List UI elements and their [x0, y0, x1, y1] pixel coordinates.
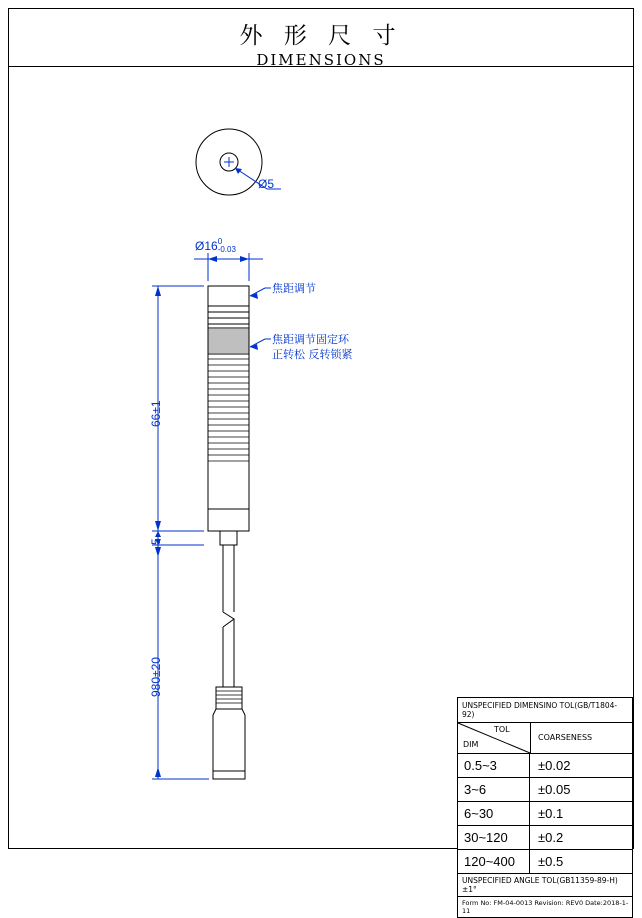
dim-cable-length: 980±20 [149, 657, 163, 697]
tol-range: 30~120 [458, 826, 530, 849]
tol-value: ±0.5 [538, 854, 564, 869]
dim-body-length: 66±1 [149, 400, 163, 427]
form-revision-note: Form No: FM-04-0013 Revision: REV0 Date:2018-1-11 [462, 899, 629, 915]
tol-value: ±0.2 [538, 830, 564, 845]
page-title-en: DIMENSIONS [256, 51, 386, 69]
table-row [458, 850, 632, 874]
tolerance-table-header: UNSPECIFIED DIMENSINO TOL(GB/T1804-92) [458, 698, 632, 723]
tol-range: 6~30 [458, 802, 530, 825]
tol-value: ±0.1 [538, 806, 564, 821]
connector-ferrule [216, 687, 242, 709]
dim-body-diameter-tol-upper: 0 [217, 237, 223, 246]
table-row [458, 826, 632, 850]
table-row [458, 778, 632, 802]
tol-range: 3~6 [458, 778, 530, 801]
dim-body-diameter-value: Ø16 [195, 239, 218, 254]
tol-value: ±0.02 [538, 758, 571, 773]
cable-strain-relief [220, 531, 237, 545]
body-top-cap [208, 286, 249, 306]
tol-value: ±0.05 [538, 782, 571, 797]
tol-range: 120~400 [458, 850, 530, 873]
angle-tolerance-note: UNSPECIFIED ANGLE TOL(GB11359-89-H) ±1° [458, 874, 632, 897]
tolerance-table-subheader [458, 723, 632, 754]
tol-range: 0.5~3 [458, 754, 530, 777]
tolerance-table [457, 697, 633, 918]
dim-body-diameter [195, 239, 236, 255]
note-lock-ring-line1: 焦距调节固定环 [272, 333, 349, 346]
dim-front-diameter: Ø5 [258, 177, 275, 191]
body-section-1 [208, 306, 249, 328]
dim-gap-5: 5 [149, 538, 163, 545]
title-block [9, 9, 633, 67]
note-lock-ring-line2: 正转松 反转锁紧 [272, 348, 353, 361]
table-row [458, 754, 632, 778]
dim-body-diameter-tol-lower: -0.03 [217, 245, 236, 254]
body-tail [208, 509, 249, 531]
table-row [458, 802, 632, 826]
page-title-cn: 外 形 尺 寸 [239, 23, 403, 49]
coarseness-col-label: COARSENESS [538, 733, 593, 742]
note-focus-adjust: 焦距调节 [272, 282, 316, 295]
dim-col-label: DIM [463, 740, 479, 749]
drawing-area [9, 67, 633, 915]
connector-barrel [213, 709, 245, 779]
tol-col-label: TOL [494, 725, 510, 734]
